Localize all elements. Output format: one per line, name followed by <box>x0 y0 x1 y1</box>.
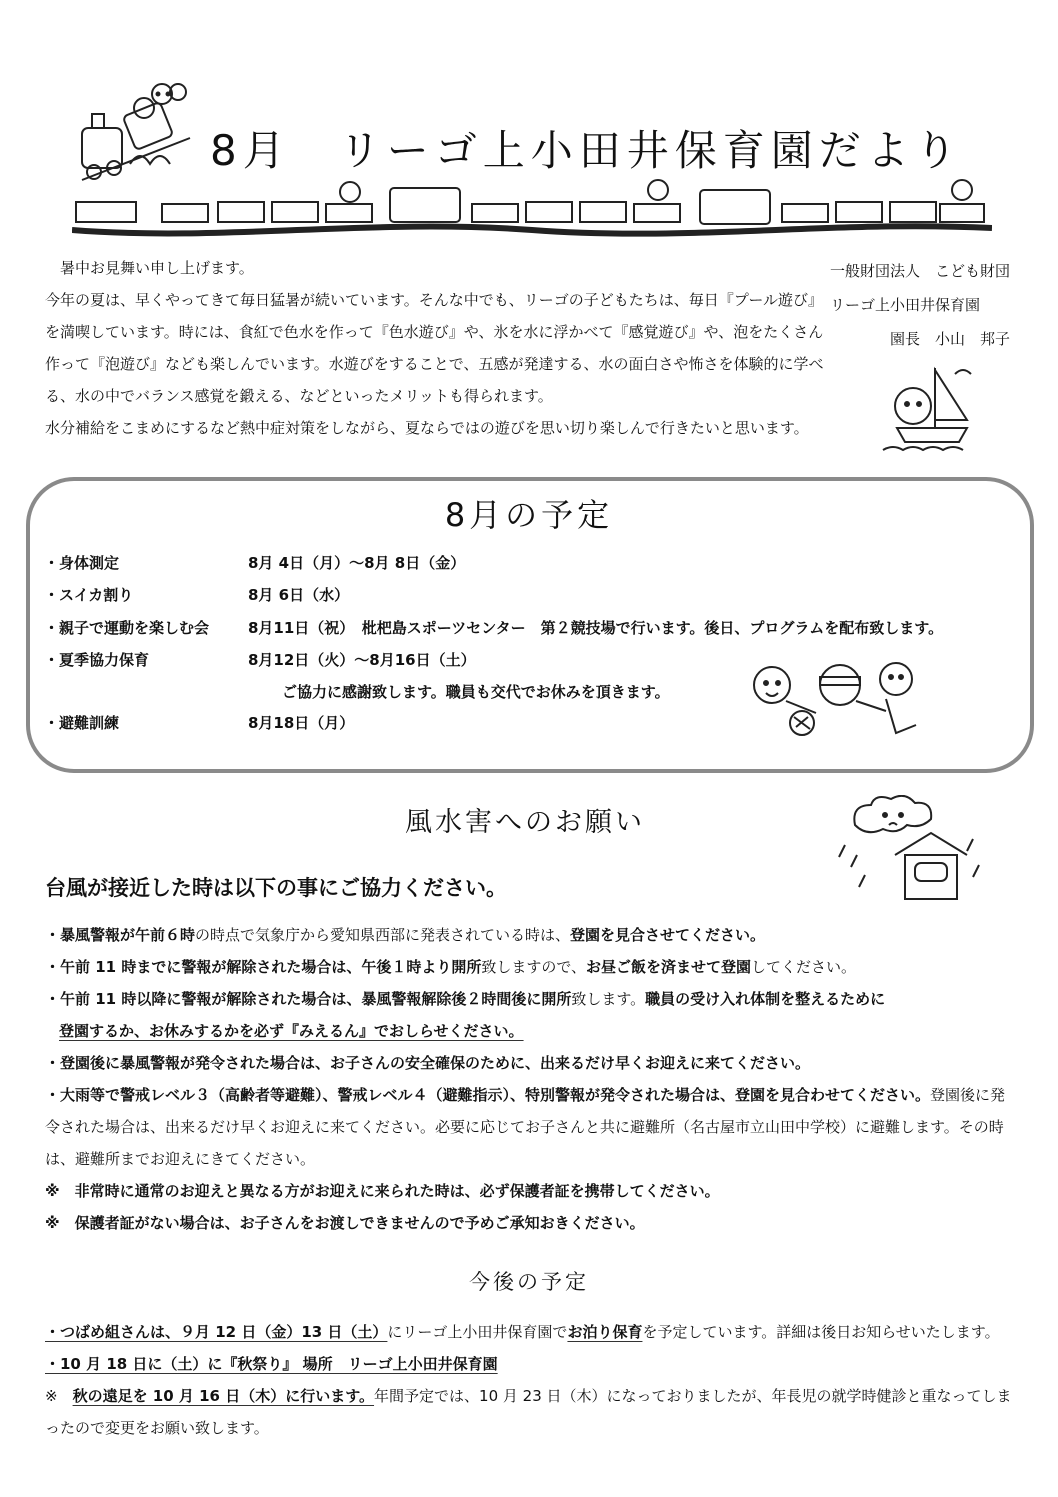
instruction-emphasis: ・午前 11 時以降に警報が解除された場合は、暴風警報解除後２時間後に開所 <box>45 990 572 1008</box>
storm-house-illustration <box>835 795 985 905</box>
schedule-item-label: ・身体測定 <box>44 554 120 572</box>
future-text: ※ <box>45 1387 73 1405</box>
future-emphasis: 秋の遠足を 10 月 16 日（木）に行います。 <box>72 1387 375 1405</box>
note-item: ※ 非常時に通常のお迎えと異なる方がお迎えに来られた時は、必ず保護者証を携帯してください。 <box>45 1182 720 1200</box>
school-name: リーゴ上小田井保育園 <box>830 296 981 314</box>
schedule-item-detail: 8月11日（祝） 枇杷島スポーツセンター 第２競技場で行います。後日、プログラムを配布致します。 <box>248 619 944 637</box>
schedule-item <box>44 552 465 573</box>
storm-heading: 風水害へのお願い <box>405 807 645 838</box>
instruction-item <box>45 1079 1015 1175</box>
schedule-item <box>44 584 349 605</box>
schedule-item-label: ・親子で運動を楽しむ会 <box>44 619 210 637</box>
instruction-emphasis: ・暴風警報が午前６時 <box>45 926 196 944</box>
instruction-emphasis: お昼ご飯を済ませて登園 <box>586 958 752 976</box>
instruction-item <box>45 983 1015 1015</box>
future-item: ・10 月 18 日に（土）に『秋祭り』 場所 リーゴ上小田井保育園 <box>45 1355 498 1373</box>
future-heading: 今後の予定 <box>469 1270 589 1294</box>
note-item: ※ 保護者証がない場合は、お子さんをお渡しできませんので予めご承知おきください。 <box>45 1214 645 1232</box>
storm-instructions <box>45 919 1015 1239</box>
schedule-item <box>44 712 354 733</box>
instruction-item: ・登園後に暴風警報が発令された場合は、お子さんの安全確保のために、出来るだけ早くお迎えに来てください。 <box>45 1054 811 1072</box>
future-text: 年間予定では、10 月 23 日（木）になっておりましたが、年長児の就学時健診と重なってしまったので変更をお願い致します。 <box>45 1387 1012 1437</box>
future-emphasis: お泊り保育 <box>567 1323 643 1341</box>
instruction-emphasis: ・午前 11 時までに警報が解除された場合は、午後１時より開所 <box>45 958 482 976</box>
kids-watermelon-illustration <box>746 655 936 740</box>
future-text: にリーゴ上小田井保育園で <box>387 1323 568 1341</box>
schedule-item <box>44 649 476 670</box>
instruction-item <box>45 951 1015 983</box>
instruction-text: 致します。 <box>571 990 646 1008</box>
train-animals-illustration <box>70 78 200 190</box>
instruction-emphasis: ・大雨等で警戒レベル３（高齢者等避難）、警戒レベル４（避難指示）、特別警報が発令された場合は、登園を見合わせてください。 <box>45 1086 931 1104</box>
schedule-item-note <box>282 681 670 702</box>
instruction-emphasis: 職員の受け入れ体制を整えるために <box>645 990 886 1008</box>
instruction-continuation <box>45 1015 1015 1047</box>
future-schedule <box>45 1316 1015 1444</box>
future-item <box>45 1316 1015 1348</box>
future-text: を予定しています。詳細は後日お知らせいたします。 <box>642 1323 1000 1341</box>
instruction-emphasis: 登園を見合させてください。 <box>570 926 766 944</box>
instruction-text: の時点で気象庁から愛知県西部に発表されている時は、 <box>195 926 571 944</box>
schedule-item-label: ・スイカ割り <box>44 586 134 604</box>
org-name: 一般財団法人 こども財団 <box>830 262 1011 280</box>
greeting-paragraph: 今年の夏は、早くやってきて毎日猛暑が続いています。そんな中でも、リーゴの子どもたちは、毎日『プール遊び』を満喫しています。時には、食紅で色水を作って『色水遊び』や、氷を水に浮かべて『感覚遊び』や、泡をたくさん作って『泡遊び』なども楽しんでいます。水遊びをすることで、五感が発達する、水の面白さや怖さを体験的に学べる、水の中でバランス感覚を鍛える、などといったメリットも得られます。 <box>45 291 824 405</box>
typhoon-notice-heading: 台風が接近した時は以下の事にご協力ください。 <box>45 876 507 900</box>
future-item <box>45 1380 1015 1444</box>
organization-info <box>830 254 1010 356</box>
instruction-item <box>45 919 1015 951</box>
future-emphasis: ・つばめ組さんは、９月 12 日（金）13 日（土） <box>45 1323 388 1341</box>
greeting-paragraph: 水分補給をこまめにするなど熱中症対策をしながら、夏ならではの遊びを思い切り楽しんで行きたいと思います。 <box>45 419 809 437</box>
greeting-paragraph: 暑中お見舞い申し上げます。 <box>45 259 254 277</box>
schedule-item <box>44 617 943 638</box>
schedule-item-detail: ご協力に感謝致します。職員も交代でお休みを頂きます。 <box>282 683 670 701</box>
schedule-item-detail: 8月12日（火）～8月16日（土） <box>248 651 476 669</box>
schedule-item-detail: 8月18日（月） <box>248 714 355 732</box>
instruction-text: 登園後に発令された場合は、出来るだけ早くお迎えに来てください。必要に応じてお子さんと共に避難所（名古屋市立山田中学校）に避難します。その時は、避難所までお迎えにきてください。 <box>45 1086 1006 1168</box>
schedule-item-label: ・避難訓練 <box>44 714 120 732</box>
sailboat-dog-illustration <box>875 362 985 454</box>
schedule-item-detail: 8月 4日（月）～8月 8日（金） <box>248 554 466 572</box>
instruction-text: 致しますので、 <box>481 958 587 976</box>
train-border-illustration <box>72 178 992 248</box>
schedule-title: 8月の予定 <box>444 496 614 534</box>
page-title: 8月 リーゴ上小田井保育園だより <box>210 126 963 175</box>
greeting-text <box>45 252 825 444</box>
instruction-emphasis: 登園するか、お休みするかを必ず『みえるん』でおしらせください。 <box>59 1022 524 1040</box>
schedule-item-detail: 8月 6日（水） <box>248 586 350 604</box>
director-name: 園長 小山 邦子 <box>890 330 1011 348</box>
instruction-text: してください。 <box>751 958 857 976</box>
schedule-item-label: ・夏季協力保育 <box>44 651 150 669</box>
